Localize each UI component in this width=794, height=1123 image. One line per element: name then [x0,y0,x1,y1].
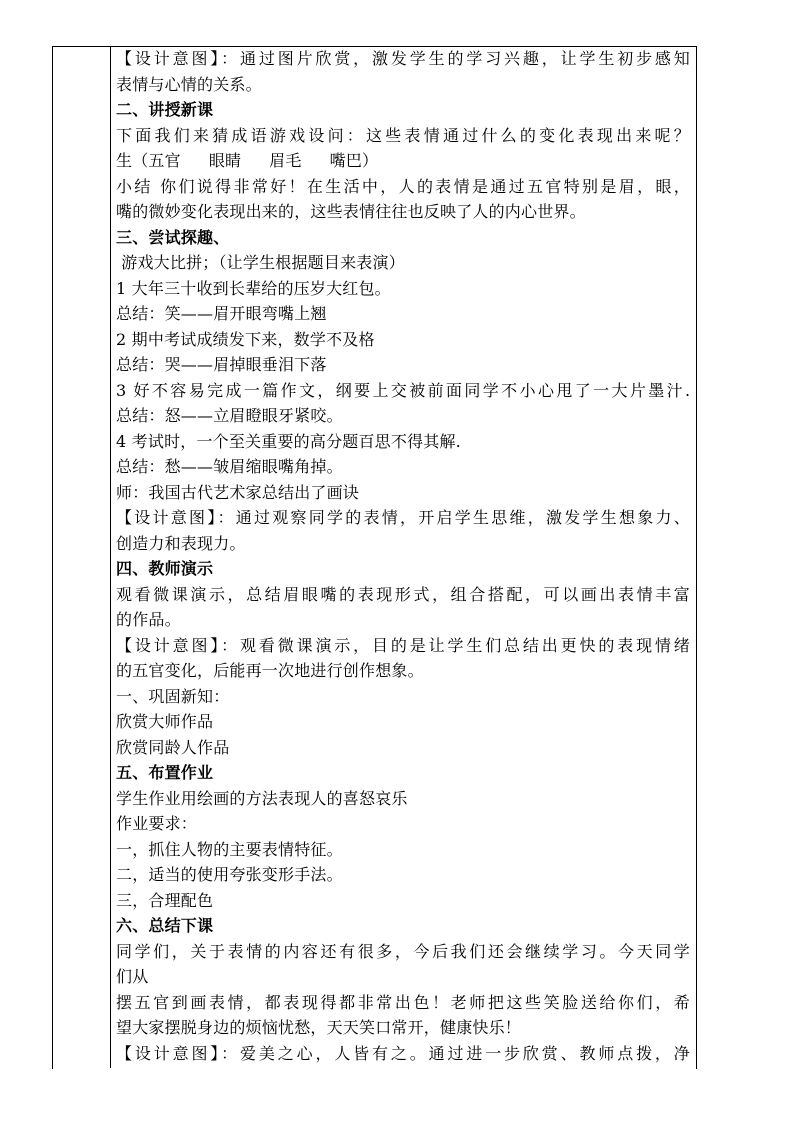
summary-line: 小结 你们说得非常好！在生活中，人的表情是通过五官特别是眉，眼， [116,176,690,196]
answer-part: 生（五官 [116,151,181,170]
answer-part: 眉毛 [269,151,302,170]
design-intent-3: 【设计意图】：观看微课演示，目的是让学生们总结出更快的表现情绪 [116,635,690,655]
section-heading-3: 三、尝试探趣、 [116,227,230,247]
student-answer-line [116,148,690,174]
answer-part: 眼睛 [208,151,242,170]
text-line: 学生作业用绘画的方法表现人的喜怒哀乐 [116,788,408,808]
text-line: 表情与心情的关系。 [116,74,262,94]
text-line: 作业要求： [116,814,198,833]
requirement-item: 二，适当的使用夸张变形手法。 [116,865,343,884]
text-line: 一、巩固新知： [116,686,230,706]
requirement-item: 一，抓住人物的主要表情特征。 [116,839,343,859]
requirement-item: 三，合理配色 [116,890,214,910]
section-heading-4: 四、教师演示 [116,559,214,578]
text-line: 欣赏大师作品 [116,712,214,731]
text-line: 观看微课演示，总结眉眼嘴的表现形式，组合搭配，可以画出表情丰富 [116,584,690,604]
table-left-column [52,46,110,1068]
text-line: 下面我们来猜成语游戏设问：这些表情通过什么的变化表现出来呢？ [116,125,690,145]
section-heading-6: 六、总结下课 [116,916,214,935]
section-heading-5: 五、布置作业 [116,763,214,782]
game-summary: 总结：笑——眉开眼弯嘴上翘 [116,304,327,323]
text-line: 嘴的微妙变化表现出来的，这些表情往往也反映了人的内心世界。 [116,202,586,221]
text-line: 的作品。 [116,610,181,629]
game-item: 1 大年三十收到长辈给的压岁大红包。 [116,278,391,298]
design-intent-1: 【设计意图】：通过图片欣赏，激发学生的学习兴趣，让学生初步感知 [116,49,690,68]
text-line: 们从 [116,967,149,986]
section-heading-2: 二、讲授新课 [116,100,214,119]
game-summary: 总结：愁——皱眉缩眼嘴角掉。 [116,457,343,476]
text-line: 游戏大比拼；（让学生根据题目来表演） [116,253,405,272]
column-divider [110,46,111,1068]
text-line: 师：我国古代艺术家总结出了画诀 [116,482,360,502]
game-summary: 总结：哭——眉掉眼垂泪下落 [116,355,327,374]
game-item: 3 好不容易完成一篇作文，纲要上交被前面同学不小心甩了一大片墨汁. [116,380,690,400]
text-line: 摆五官到画表情，都表现得都非常出色！老师把这些笑脸送给你们，希 [116,992,690,1012]
answer-part: 嘴巴） [329,151,379,170]
text-line: 欣赏同龄人作品 [116,737,230,757]
lesson-content [116,46,690,1068]
design-intent-4: 【设计意图】：爱美之心，人皆有之。通过进一步欣赏、教师点拨，净 [116,1043,690,1063]
design-intent-2: 【设计意图】：通过观察同学的表情，开启学生思维，激发学生想象力、 [116,508,690,527]
text-line: 望大家摆脱身边的烦恼忧愁，天天笑口常开，健康快乐！ [116,1018,522,1037]
text-line: 的五官变化，后能再一次地进行创作想象。 [116,661,424,680]
text-line: 创造力和表现力。 [116,533,246,553]
game-summary: 总结：怒——立眉瞪眼牙紧咬。 [116,406,343,425]
game-item: 4 考试时，一个至关重要的高分题百思不得其解. [116,431,461,451]
text-line: 同学们，关于表情的内容还有很多，今后我们还会继续学习。今天同学 [116,941,690,961]
game-item: 2 期中考试成绩发下来，数学不及格 [116,329,375,349]
